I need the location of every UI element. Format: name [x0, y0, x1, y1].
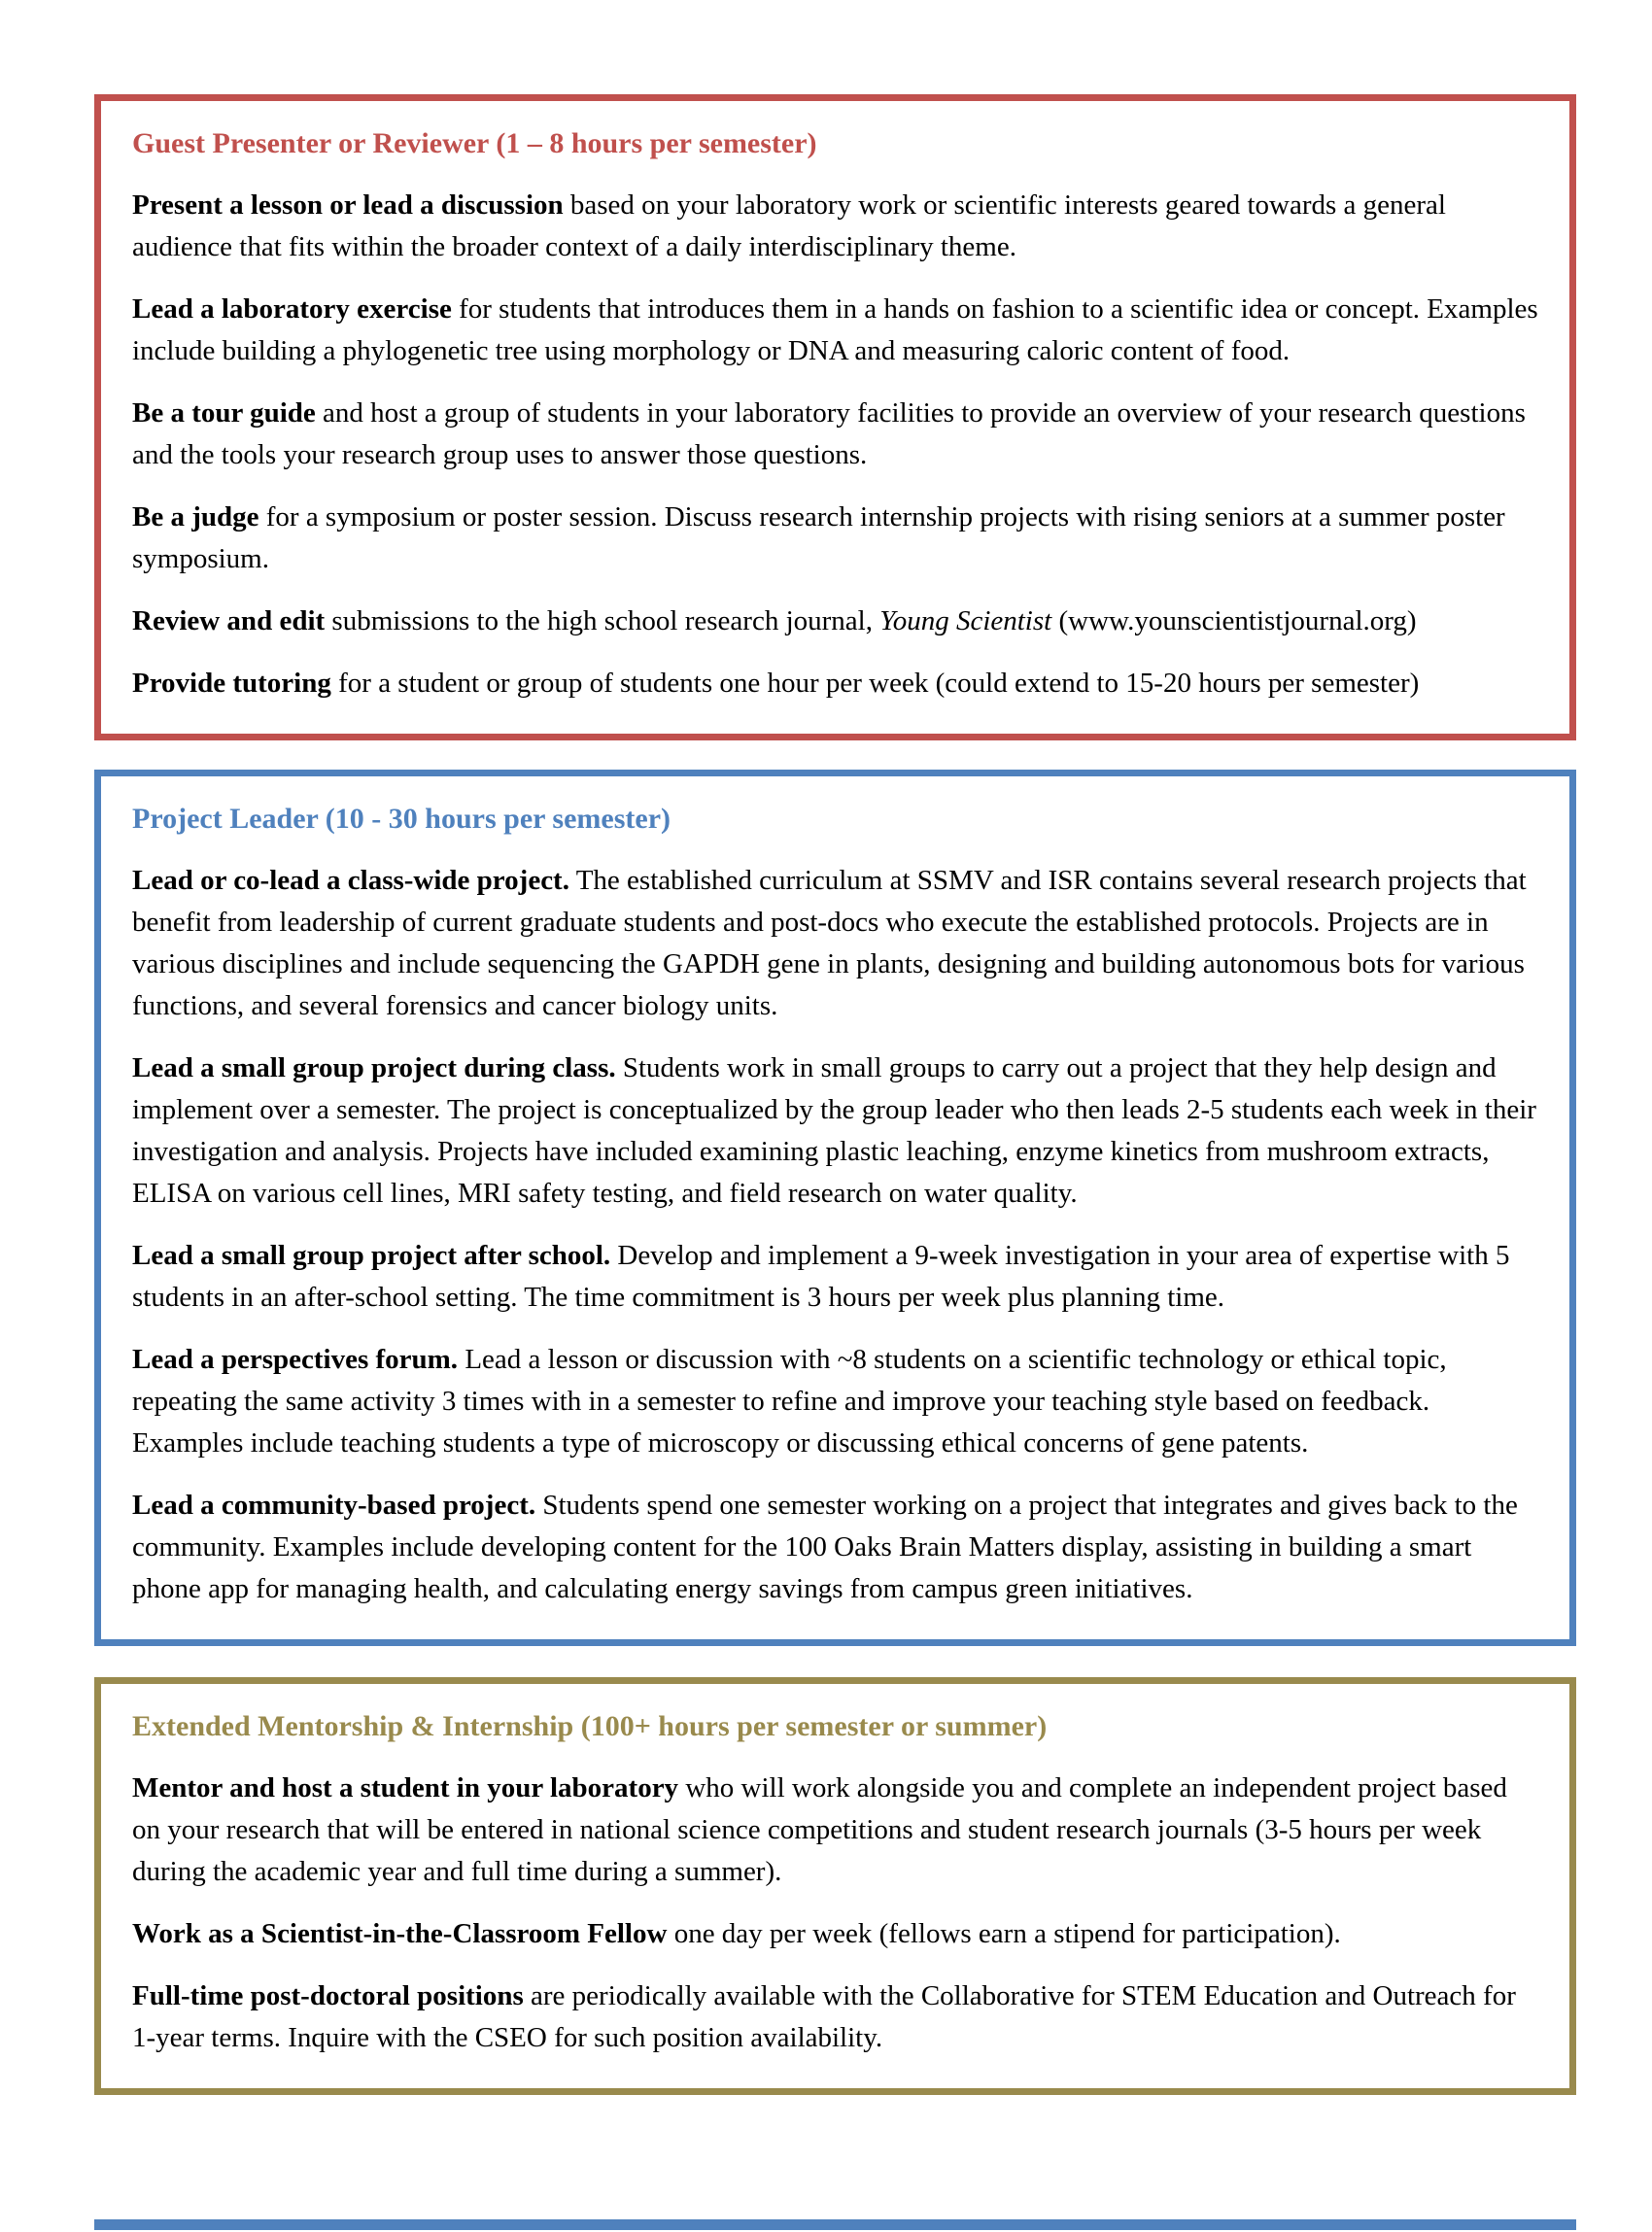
paragraph [132, 1339, 1538, 1464]
paragraph-body: submissions to the high school research journal, [325, 605, 880, 636]
extended-mentorship-section [94, 1677, 1576, 2095]
project-leader-section [94, 770, 1576, 1646]
paragraph-lead: Lead or co-lead a class-wide project. [132, 865, 569, 896]
paragraph-body: are periodically available with the Collaborative for STEM Education and Outreach for 1-year terms. Inquire with the CSEO for such position availability. [132, 1980, 1516, 2053]
paragraph-body: one day per week (fellows earn a stipend for participation). [667, 1918, 1341, 1949]
guest-presenter-heading: Guest Presenter or Reviewer (1 – 8 hours per semester) [132, 127, 817, 159]
paragraph-body: for a student or group of students one hour per week (could extend to 15-20 hours per semester) [330, 668, 1420, 699]
paragraph-body: who will work alongside you and complete an independent project based on your research that will be entered in national science competitions and student research journals (3-5 hours per week during the academic year and full time during a summer). [132, 1772, 1507, 1887]
paragraph [132, 497, 1538, 580]
journal-title: Young Scientist [879, 605, 1052, 636]
paragraph-lead: Be a judge [132, 501, 259, 532]
paragraph-body: Develop and implement a 9-week investigation in your area of expertise with 5 students in an after-school setting. The time commitment is 3 hours per week plus planning time. [132, 1240, 1510, 1313]
paragraph [132, 1047, 1538, 1215]
paragraph [132, 393, 1538, 476]
project-leader-heading: Project Leader (10 - 30 hours per semester) [132, 803, 671, 835]
paragraph-lead: Be a tour guide [132, 397, 316, 429]
paragraph-lead: Work as a Scientist-in-the-Classroom Fellow [132, 1918, 668, 1949]
paragraph-lead: Lead a small group project after school. [132, 1240, 611, 1271]
paragraph [132, 1768, 1538, 1893]
paragraph-lead: Lead a laboratory exercise [132, 293, 452, 325]
paragraph-lead: Lead a perspectives forum. [132, 1344, 459, 1375]
paragraph-body: Lead a lesson or discussion with ~8 students on a scientific technology or ethical topic, repeating the same activity 3 times with in a semester to refine and improve your teaching style based on feedback. Examples include teaching students a type of microscopy or discussing ethical concerns of gene patents. [132, 1344, 1447, 1459]
paragraph-body: Students spend one semester working on a project that integrates and gives back to the community. Examples include developing content for the 100 Oaks Brain Matters display, assisting in building a smart phone app for managing health, and calculating energy savings from campus green initiatives. [132, 1490, 1518, 1604]
paragraph [132, 663, 1538, 704]
paragraph-lead: Present a lesson or lead a discussion [132, 189, 564, 221]
paragraph [132, 289, 1538, 372]
paragraph-body-after: (www.younscientistjournal.org) [1051, 605, 1417, 636]
paragraph-lead: Mentor and host a student in your laboratory [132, 1772, 679, 1803]
paragraph [132, 185, 1538, 268]
paragraph-body: Students work in small groups to carry out a project that they help design and implement over a semester. The project is conceptualized by the group leader who then leads 2-5 students each week in their investigation and analysis. Projects have included examining plastic leaching, enzyme kinetics from mushroom extracts, ELISA on various cell lines, MRI safety testing, and field research on water quality. [132, 1052, 1536, 1209]
paragraph-lead: Lead a community-based project. [132, 1490, 536, 1521]
extended-mentorship-heading: Extended Mentorship & Internship (100+ hours per semester or summer) [132, 1710, 1048, 1742]
paragraph-body: for a symposium or poster session. Discuss research internship projects with rising seniors at a summer poster symposium. [132, 501, 1505, 574]
paragraph-lead: Lead a small group project during class. [132, 1052, 616, 1083]
paragraph [132, 1913, 1538, 1955]
paragraph-lead: Full-time post-doctoral positions [132, 1980, 524, 2011]
paragraph-lead: Review and edit [132, 605, 326, 636]
paragraph-body: The established curriculum at SSMV and ISR contains several research projects that benefit from leadership of current graduate students and post-docs who execute the established protocols. Projects are in various disciplines and include sequencing the GAPDH gene in plants, designing and building autonomous bots for various functions, and several forensics and cancer biology units. [132, 865, 1527, 1021]
paragraph-body: and host a group of students in your laboratory facilities to provide an overview of your research questions and the tools your research group uses to answer those questions. [132, 397, 1526, 470]
next-section-top-border [94, 2219, 1576, 2230]
paragraph-body: for students that introduces them in a hands on fashion to a scientific idea or concept. Examples include building a phylogenetic tree using morphology or DNA and measuring caloric content of food. [132, 293, 1538, 366]
paragraph [132, 1975, 1538, 2059]
paragraph [132, 601, 1538, 642]
paragraph [132, 1235, 1538, 1319]
paragraph [132, 860, 1538, 1027]
paragraph-lead: Provide tutoring [132, 668, 331, 699]
paragraph [132, 1485, 1538, 1610]
paragraph-body: based on your laboratory work or scientific interests geared towards a general audience that fits within the broader context of a daily interdisciplinary theme. [132, 189, 1446, 262]
guest-presenter-section [94, 94, 1576, 740]
